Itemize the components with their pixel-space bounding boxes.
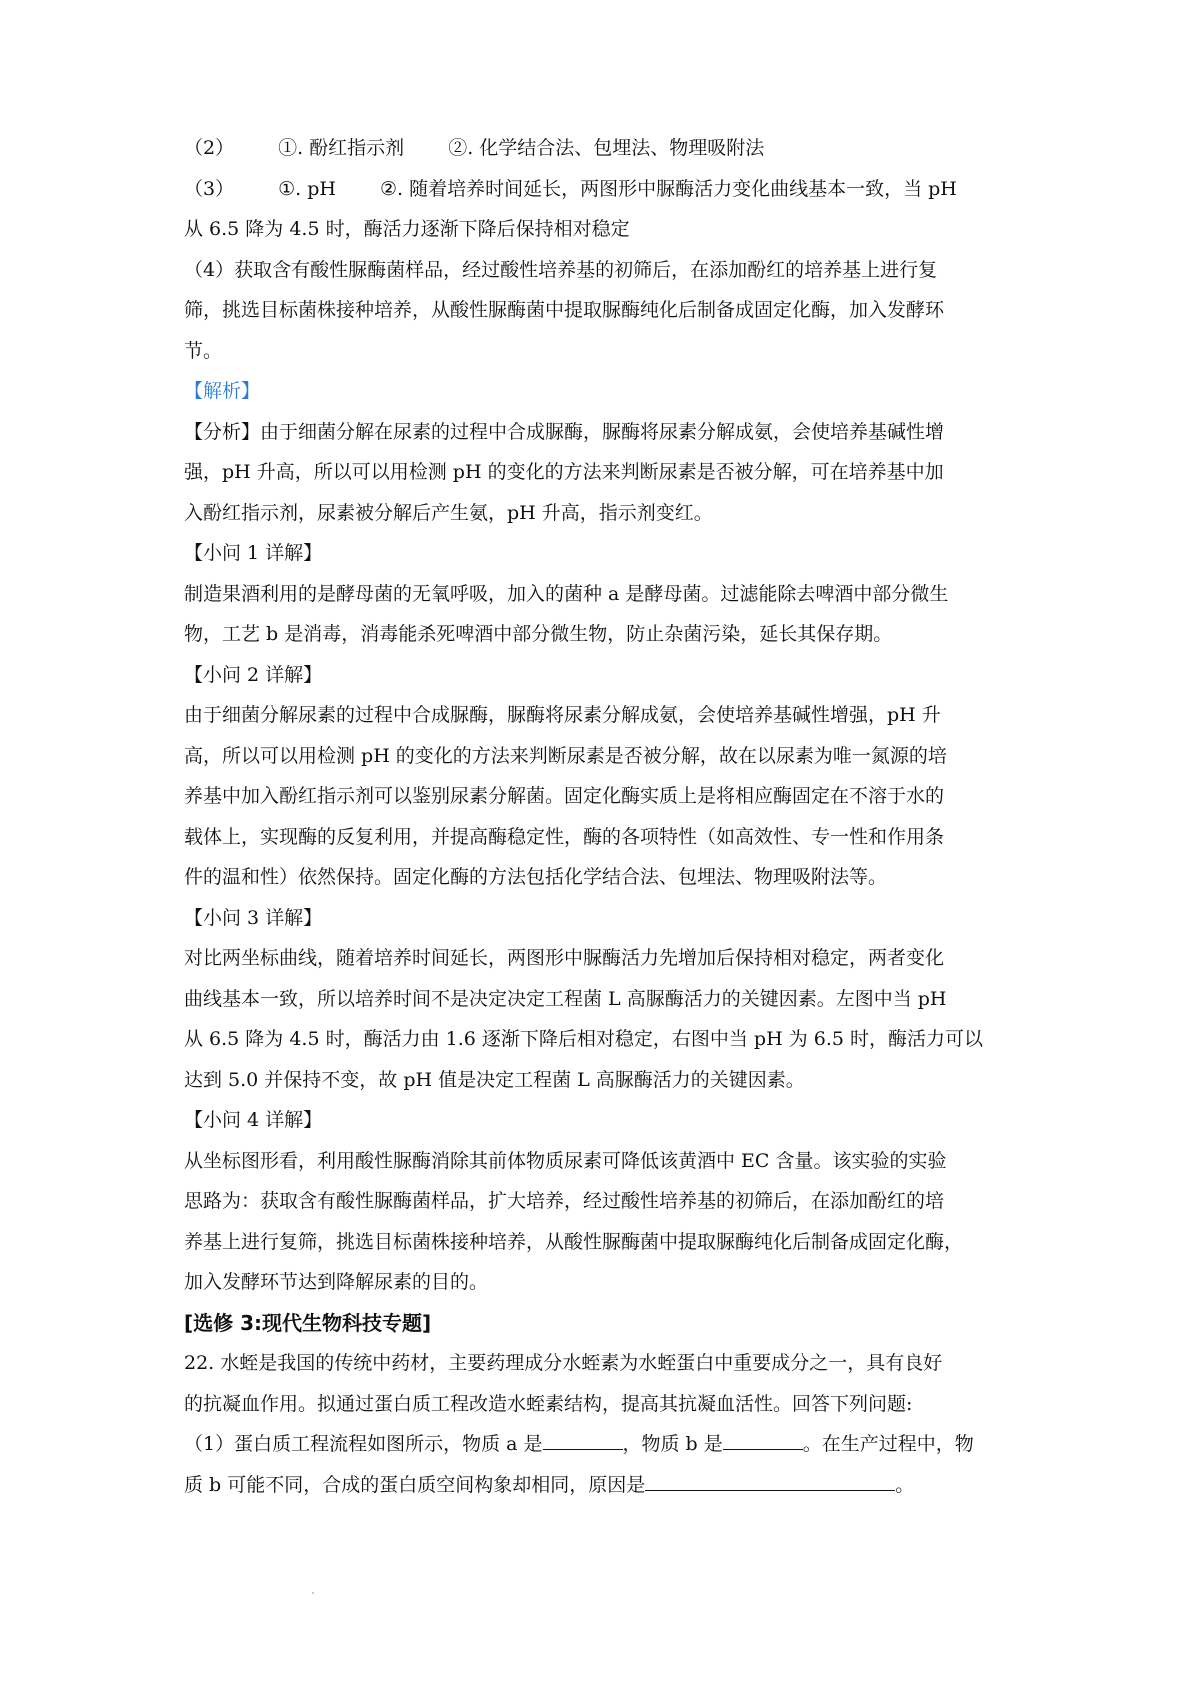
answer-q3-label: （3） <box>184 177 235 200</box>
answer-q3-continued: 从 6.5 降为 4.5 时，酶活力逐渐下降后保持相对稳定 <box>184 218 630 240</box>
answer-q3-part1: ①. pH <box>278 177 336 200</box>
detail-line: 养基上进行复筛，挑选目标菌株接种培养，从酸性脲酶菌中提取脲酶纯化后制备成固定化酶， <box>184 1230 964 1253</box>
answer-q4-line2: 筛，挑选目标菌株接种培养，从酸性脲酶菌中提取脲酶纯化后制备成固定化酶，加入发酵环 <box>184 299 945 321</box>
question-22-part1-cont <box>184 1465 1024 1506</box>
detail-line: 物，工艺 b 是消毒，消毒能杀死啤酒中部分微生物，防止杂菌污染，延长其保存期。 <box>184 623 893 645</box>
analysis-line: 入酚红指示剂，尿素被分解后产生氨，pH 升高，指示剂变红。 <box>184 501 713 524</box>
detail-heading-3: 【小问 3 详解】 <box>184 906 323 929</box>
detail-heading-2: 【小问 2 详解】 <box>184 663 323 686</box>
detail-line: 件的温和性）依然保持。固定化酶的方法包括化学结合法、包埋法、物理吸附法等。 <box>184 866 888 888</box>
analysis-line: 强，pH 升高，所以可以用检测 pH 的变化的方法来判断尿素是否被分解，可在培养基中加 <box>184 461 944 483</box>
document-page <box>184 128 1024 1505</box>
detail-line: 载体上，实现酶的反复利用，并提高酶稳定性，酶的各项特性（如高效性、专一性和作用条 <box>184 825 945 848</box>
analysis-line: 【分析】由于细菌分解在尿素的过程中合成脲酶，脲酶将尿素分解成氨，会使培养基碱性增 <box>184 420 945 443</box>
detail-line: 对比两坐标曲线，随着培养时间延长，两图形中脲酶活力先增加后保持相对稳定，两者变化 <box>184 947 945 969</box>
detail-heading-1: 【小问 1 详解】 <box>184 542 323 564</box>
answer-q2-part1: ①. 酚红指示剂 <box>278 137 405 159</box>
answer-q2 <box>184 128 1024 169</box>
answer-q4-line1: （4）获取含有酸性脲酶菌样品，经过酸性培养基的初筛后，在添加酚红的培养基上进行复 <box>184 258 938 281</box>
section-title: [选修 3:现代生物科技专题] <box>184 1310 432 1335</box>
detail-heading-4: 【小问 4 详解】 <box>184 1109 323 1131</box>
q22-p1-mid: ，物质 b 是 <box>622 1433 723 1455</box>
detail-line: 养基中加入酚红指示剂可以鉴别尿素分解菌。固定化酶实质上是将相应酶固定在不溶于水的 <box>184 785 945 807</box>
answer-blank-a[interactable] <box>543 1431 623 1450</box>
answer-blank-b[interactable] <box>723 1431 803 1450</box>
answer-q3-part2: ②. 随着培养时间延长，两图形中脲酶活力变化曲线基本一致，当 pH <box>379 177 957 200</box>
q22-p1-post: 。在生产过程中，物 <box>802 1433 974 1455</box>
answer-q3 <box>184 169 1024 210</box>
detail-line: 高，所以可以用检测 pH 的变化的方法来判断尿素是否被分解，故在以尿素为唯一氮源的培 <box>184 744 947 767</box>
answer-blank-reason[interactable] <box>645 1472 895 1491</box>
question-22-part1 <box>184 1424 1024 1465</box>
detail-line: 曲线基本一致，所以培养时间不是决定决定工程菌 L 高脲酶活力的关键因素。左图中当 pH <box>184 987 947 1010</box>
answer-q2-label: （2） <box>184 137 235 159</box>
question-22-line2: 的抗凝血作用。拟通过蛋白质工程改造水蛭素结构，提高其抗凝血活性。回答下列问题: <box>184 1392 913 1415</box>
q22-p1-pre: （1）蛋白质工程流程如图所示，物质 a 是 <box>184 1433 543 1455</box>
q22-p2-post: 。 <box>895 1473 915 1496</box>
detail-line: 从 6.5 降为 4.5 时，酶活力由 1.6 逐渐下降后相对稳定，右图中当 pH 为 6.5 时，酶活力可以 <box>184 1028 983 1050</box>
q22-p2-pre: 质 b 可能不同，合成的蛋白质空间构象却相同，原因是 <box>184 1473 646 1496</box>
analysis-tag: 【解析】 <box>184 380 261 402</box>
detail-line: 从坐标图形看，利用酸性脲酶消除其前体物质尿素可降低该黄酒中 EC 含量。该实验的实验 <box>184 1149 947 1172</box>
detail-line: 思路为：获取含有酸性脲酶菌样品，扩大培养，经过酸性培养基的初筛后，在添加酚红的培 <box>184 1190 945 1212</box>
answer-q2-part2: ②. 化学结合法、包埋法、物理吸附法 <box>448 137 765 159</box>
detail-line: 制造果酒利用的是酵母菌的无氧呼吸，加入的菌种 a 是酵母菌。过滤能除去啤酒中部分微生 <box>184 582 949 605</box>
question-22-line1: 22. 水蛭是我国的传统中药材，主要药理成分水蛭素为水蛭蛋白中重要成分之一，具有良好 <box>184 1352 943 1374</box>
answer-q4-line3: 节。 <box>184 339 223 362</box>
detail-line: 加入发酵环节达到降解尿素的目的。 <box>184 1271 489 1293</box>
detail-line: 由于细菌分解尿素的过程中合成脲酶，脲酶将尿素分解成氨，会使培养基碱性增强，pH 升 <box>184 704 941 726</box>
detail-line: 达到 5.0 并保持不变，故 pH 值是决定工程菌 L 高脲酶活力的关键因素。 <box>184 1068 805 1091</box>
scan-speck <box>312 1592 314 1594</box>
